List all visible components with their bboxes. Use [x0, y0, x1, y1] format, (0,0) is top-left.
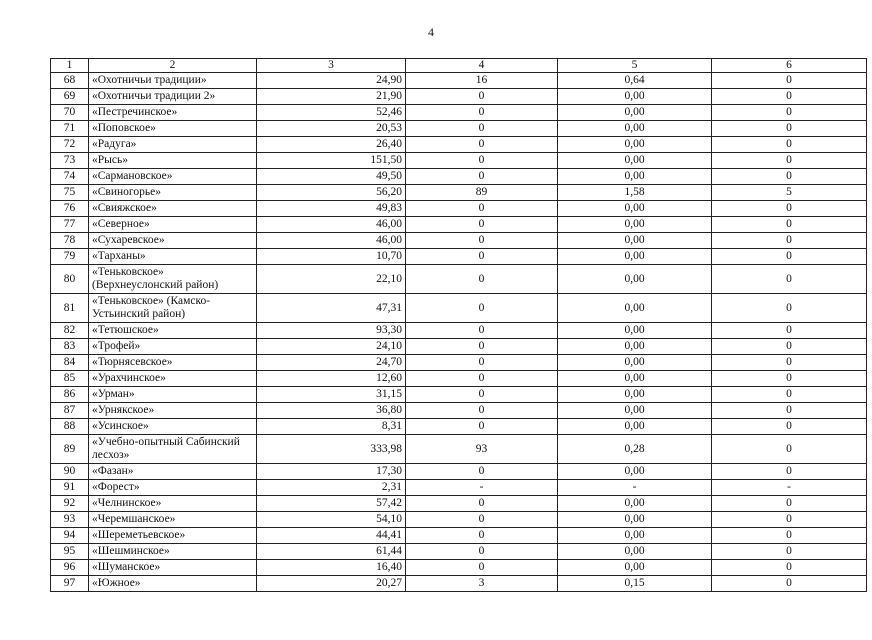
- table-row: [51, 294, 867, 323]
- name-cell: «Рысь»: [89, 153, 257, 169]
- value-cell-col6: 0: [712, 528, 867, 544]
- value-cell-col6: 5: [712, 185, 867, 201]
- row-number-cell: 68: [51, 73, 89, 89]
- value-cell-col3: 31,15: [257, 387, 406, 403]
- table-row: [51, 403, 867, 419]
- value-cell-col4: 0: [406, 249, 558, 265]
- value-cell-col6: 0: [712, 339, 867, 355]
- value-cell-col3: 49,50: [257, 169, 406, 185]
- row-number-cell: 75: [51, 185, 89, 201]
- value-cell-col4: 0: [406, 339, 558, 355]
- value-cell-col5: 0,00: [558, 217, 712, 233]
- name-cell: «Шуманское»: [89, 560, 257, 576]
- value-cell-col5: 0,00: [558, 528, 712, 544]
- value-cell-col6: 0: [712, 294, 867, 323]
- value-cell-col4: 0: [406, 528, 558, 544]
- row-number-cell: 70: [51, 105, 89, 121]
- value-cell-col4: 3: [406, 576, 558, 592]
- table-body: [51, 73, 867, 592]
- value-cell-col4: 0: [406, 371, 558, 387]
- value-cell-col5: 0,00: [558, 105, 712, 121]
- row-number-cell: 95: [51, 544, 89, 560]
- value-cell-col3: 2,31: [257, 480, 406, 496]
- value-cell-col4: 0: [406, 323, 558, 339]
- value-cell-col5: 0,00: [558, 89, 712, 105]
- value-cell-col6: 0: [712, 233, 867, 249]
- value-cell-col5: 0,00: [558, 121, 712, 137]
- name-cell: «Свиногорье»: [89, 185, 257, 201]
- value-cell-col3: 26,40: [257, 137, 406, 153]
- value-cell-col6: 0: [712, 560, 867, 576]
- value-cell-col3: 10,70: [257, 249, 406, 265]
- row-number-cell: 96: [51, 560, 89, 576]
- name-cell: «Урнякское»: [89, 403, 257, 419]
- value-cell-col6: 0: [712, 169, 867, 185]
- value-cell-col3: 16,40: [257, 560, 406, 576]
- value-cell-col6: 0: [712, 265, 867, 294]
- table-row: [51, 435, 867, 464]
- name-cell: «Свияжское»: [89, 201, 257, 217]
- table-row: [51, 464, 867, 480]
- name-cell: «Теньковское» (Верхнеуслонский район): [89, 265, 257, 294]
- value-cell-col4: 0: [406, 137, 558, 153]
- name-cell: «Шешминское»: [89, 544, 257, 560]
- table-row: [51, 185, 867, 201]
- value-cell-col5: 0,00: [558, 294, 712, 323]
- row-number-cell: 73: [51, 153, 89, 169]
- value-cell-col6: 0: [712, 217, 867, 233]
- name-cell: «Тетюшское»: [89, 323, 257, 339]
- value-cell-col3: 24,90: [257, 73, 406, 89]
- name-cell: «Урахчинское»: [89, 371, 257, 387]
- column-header: 1: [51, 59, 89, 73]
- row-number-cell: 93: [51, 512, 89, 528]
- value-cell-col6: 0: [712, 371, 867, 387]
- value-cell-col6: 0: [712, 105, 867, 121]
- value-cell-col6: 0: [712, 464, 867, 480]
- name-cell: «Южное»: [89, 576, 257, 592]
- value-cell-col6: 0: [712, 201, 867, 217]
- value-cell-col4: 0: [406, 355, 558, 371]
- value-cell-col3: 46,00: [257, 217, 406, 233]
- table-row: [51, 560, 867, 576]
- value-cell-col4: 0: [406, 387, 558, 403]
- value-cell-col3: 8,31: [257, 419, 406, 435]
- value-cell-col4: 0: [406, 121, 558, 137]
- row-number-cell: 89: [51, 435, 89, 464]
- table-row: [51, 233, 867, 249]
- value-cell-col6: 0: [712, 153, 867, 169]
- row-number-cell: 78: [51, 233, 89, 249]
- table-row: [51, 480, 867, 496]
- table-row: [51, 169, 867, 185]
- value-cell-col5: 0,00: [558, 249, 712, 265]
- table-row: [51, 201, 867, 217]
- value-cell-col4: 0: [406, 233, 558, 249]
- table-row: [51, 512, 867, 528]
- table-row: [51, 217, 867, 233]
- value-cell-col3: 24,70: [257, 355, 406, 371]
- table-row: [51, 89, 867, 105]
- name-cell: «Черемшанское»: [89, 512, 257, 528]
- table-row: [51, 419, 867, 435]
- value-cell-col3: 54,10: [257, 512, 406, 528]
- column-header: 5: [558, 59, 712, 73]
- name-cell: «Охотничьи традиции 2»: [89, 89, 257, 105]
- value-cell-col3: 44,41: [257, 528, 406, 544]
- name-cell: «Челнинское»: [89, 496, 257, 512]
- row-number-cell: 81: [51, 294, 89, 323]
- table-row: [51, 121, 867, 137]
- value-cell-col4: 0: [406, 169, 558, 185]
- value-cell-col5: 0,00: [558, 323, 712, 339]
- value-cell-col6: 0: [712, 137, 867, 153]
- value-cell-col6: 0: [712, 387, 867, 403]
- value-cell-col5: 1,58: [558, 185, 712, 201]
- row-number-cell: 84: [51, 355, 89, 371]
- table-row: [51, 153, 867, 169]
- value-cell-col5: 0,00: [558, 403, 712, 419]
- value-cell-col5: 0,00: [558, 169, 712, 185]
- name-cell: «Сармановское»: [89, 169, 257, 185]
- row-number-cell: 82: [51, 323, 89, 339]
- value-cell-col3: 56,20: [257, 185, 406, 201]
- value-cell-col3: 36,80: [257, 403, 406, 419]
- value-cell-col4: 0: [406, 217, 558, 233]
- row-number-cell: 88: [51, 419, 89, 435]
- column-header: 2: [89, 59, 257, 73]
- table-row: [51, 355, 867, 371]
- name-cell: «Поповское»: [89, 121, 257, 137]
- value-cell-col4: 0: [406, 89, 558, 105]
- value-cell-col3: 21,90: [257, 89, 406, 105]
- value-cell-col3: 47,31: [257, 294, 406, 323]
- row-number-cell: 71: [51, 121, 89, 137]
- value-cell-col3: 93,30: [257, 323, 406, 339]
- value-cell-col4: 0: [406, 403, 558, 419]
- value-cell-col6: 0: [712, 323, 867, 339]
- table-row: [51, 496, 867, 512]
- value-cell-col5: 0,28: [558, 435, 712, 464]
- value-cell-col6: 0: [712, 435, 867, 464]
- name-cell: «Радуга»: [89, 137, 257, 153]
- name-cell: «Усинское»: [89, 419, 257, 435]
- page-number: 4: [428, 25, 434, 39]
- table-row: [51, 105, 867, 121]
- value-cell-col3: 20,27: [257, 576, 406, 592]
- name-cell: «Урман»: [89, 387, 257, 403]
- value-cell-col3: 20,53: [257, 121, 406, 137]
- value-cell-col5: 0,00: [558, 464, 712, 480]
- row-number-cell: 83: [51, 339, 89, 355]
- header-row: [51, 59, 867, 73]
- row-number-cell: 72: [51, 137, 89, 153]
- name-cell: «Сухаревское»: [89, 233, 257, 249]
- name-cell: «Трофей»: [89, 339, 257, 355]
- value-cell-col6: 0: [712, 544, 867, 560]
- row-number-cell: 90: [51, 464, 89, 480]
- value-cell-col5: 0,00: [558, 355, 712, 371]
- value-cell-col5: 0,00: [558, 544, 712, 560]
- value-cell-col5: 0,00: [558, 387, 712, 403]
- value-cell-col5: 0,15: [558, 576, 712, 592]
- row-number-cell: 87: [51, 403, 89, 419]
- table-row: [51, 528, 867, 544]
- value-cell-col3: 333,98: [257, 435, 406, 464]
- name-cell: «Шереметьевское»: [89, 528, 257, 544]
- value-cell-col3: 17,30: [257, 464, 406, 480]
- value-cell-col4: 0: [406, 512, 558, 528]
- value-cell-col5: 0,00: [558, 419, 712, 435]
- value-cell-col5: 0,00: [558, 560, 712, 576]
- name-cell: «Тюрнясевское»: [89, 355, 257, 371]
- value-cell-col3: 22,10: [257, 265, 406, 294]
- value-cell-col5: 0,00: [558, 137, 712, 153]
- value-cell-col4: 89: [406, 185, 558, 201]
- table-row: [51, 137, 867, 153]
- value-cell-col5: 0,00: [558, 371, 712, 387]
- value-cell-col4: 16: [406, 73, 558, 89]
- value-cell-col4: 0: [406, 294, 558, 323]
- table-row: [51, 387, 867, 403]
- value-cell-col5: 0,64: [558, 73, 712, 89]
- row-number-cell: 80: [51, 265, 89, 294]
- value-cell-col3: 49,83: [257, 201, 406, 217]
- value-cell-col3: 46,00: [257, 233, 406, 249]
- name-cell: «Северное»: [89, 217, 257, 233]
- row-number-cell: 74: [51, 169, 89, 185]
- column-header: 4: [406, 59, 558, 73]
- row-number-cell: 76: [51, 201, 89, 217]
- name-cell: «Пестречинское»: [89, 105, 257, 121]
- table-row: [51, 544, 867, 560]
- name-cell: «Учебно-опытный Сабинский лесхоз»: [89, 435, 257, 464]
- row-number-cell: 79: [51, 249, 89, 265]
- value-cell-col4: 0: [406, 419, 558, 435]
- row-number-cell: 92: [51, 496, 89, 512]
- value-cell-col6: 0: [712, 512, 867, 528]
- value-cell-col6: 0: [712, 403, 867, 419]
- row-number-cell: 94: [51, 528, 89, 544]
- value-cell-col4: 0: [406, 464, 558, 480]
- value-cell-col3: 24,10: [257, 339, 406, 355]
- value-cell-col5: 0,00: [558, 496, 712, 512]
- table-row: [51, 371, 867, 387]
- value-cell-col4: -: [406, 480, 558, 496]
- table-row: [51, 339, 867, 355]
- value-cell-col6: 0: [712, 355, 867, 371]
- value-cell-col6: 0: [712, 73, 867, 89]
- value-cell-col3: 61,44: [257, 544, 406, 560]
- value-cell-col4: 0: [406, 153, 558, 169]
- value-cell-col4: 93: [406, 435, 558, 464]
- value-cell-col6: 0: [712, 576, 867, 592]
- value-cell-col6: 0: [712, 89, 867, 105]
- name-cell: «Тарханы»: [89, 249, 257, 265]
- value-cell-col4: 0: [406, 544, 558, 560]
- value-cell-col3: 57,42: [257, 496, 406, 512]
- value-cell-col6: 0: [712, 249, 867, 265]
- value-cell-col5: -: [558, 480, 712, 496]
- value-cell-col4: 0: [406, 105, 558, 121]
- value-cell-col4: 0: [406, 560, 558, 576]
- value-cell-col5: 0,00: [558, 265, 712, 294]
- table-row: [51, 249, 867, 265]
- table-row: [51, 576, 867, 592]
- row-number-cell: 85: [51, 371, 89, 387]
- name-cell: «Охотничьи традиции»: [89, 73, 257, 89]
- value-cell-col3: 151,50: [257, 153, 406, 169]
- name-cell: «Теньковское» (Камско-Устьинский район): [89, 294, 257, 323]
- name-cell: «Форест»: [89, 480, 257, 496]
- value-cell-col4: 0: [406, 265, 558, 294]
- column-header: 6: [712, 59, 867, 73]
- value-cell-col3: 52,46: [257, 105, 406, 121]
- row-number-cell: 69: [51, 89, 89, 105]
- value-cell-col6: -: [712, 480, 867, 496]
- value-cell-col5: 0,00: [558, 233, 712, 249]
- value-cell-col6: 0: [712, 121, 867, 137]
- row-number-cell: 86: [51, 387, 89, 403]
- data-table: [50, 58, 867, 592]
- value-cell-col5: 0,00: [558, 339, 712, 355]
- value-cell-col4: 0: [406, 201, 558, 217]
- table-row: [51, 73, 867, 89]
- row-number-cell: 91: [51, 480, 89, 496]
- value-cell-col4: 0: [406, 496, 558, 512]
- row-number-cell: 97: [51, 576, 89, 592]
- value-cell-col5: 0,00: [558, 153, 712, 169]
- name-cell: «Фазан»: [89, 464, 257, 480]
- value-cell-col3: 12,60: [257, 371, 406, 387]
- value-cell-col6: 0: [712, 419, 867, 435]
- value-cell-col6: 0: [712, 496, 867, 512]
- value-cell-col5: 0,00: [558, 201, 712, 217]
- value-cell-col5: 0,00: [558, 512, 712, 528]
- table-row: [51, 323, 867, 339]
- column-header: 3: [257, 59, 406, 73]
- row-number-cell: 77: [51, 217, 89, 233]
- table-row: [51, 265, 867, 294]
